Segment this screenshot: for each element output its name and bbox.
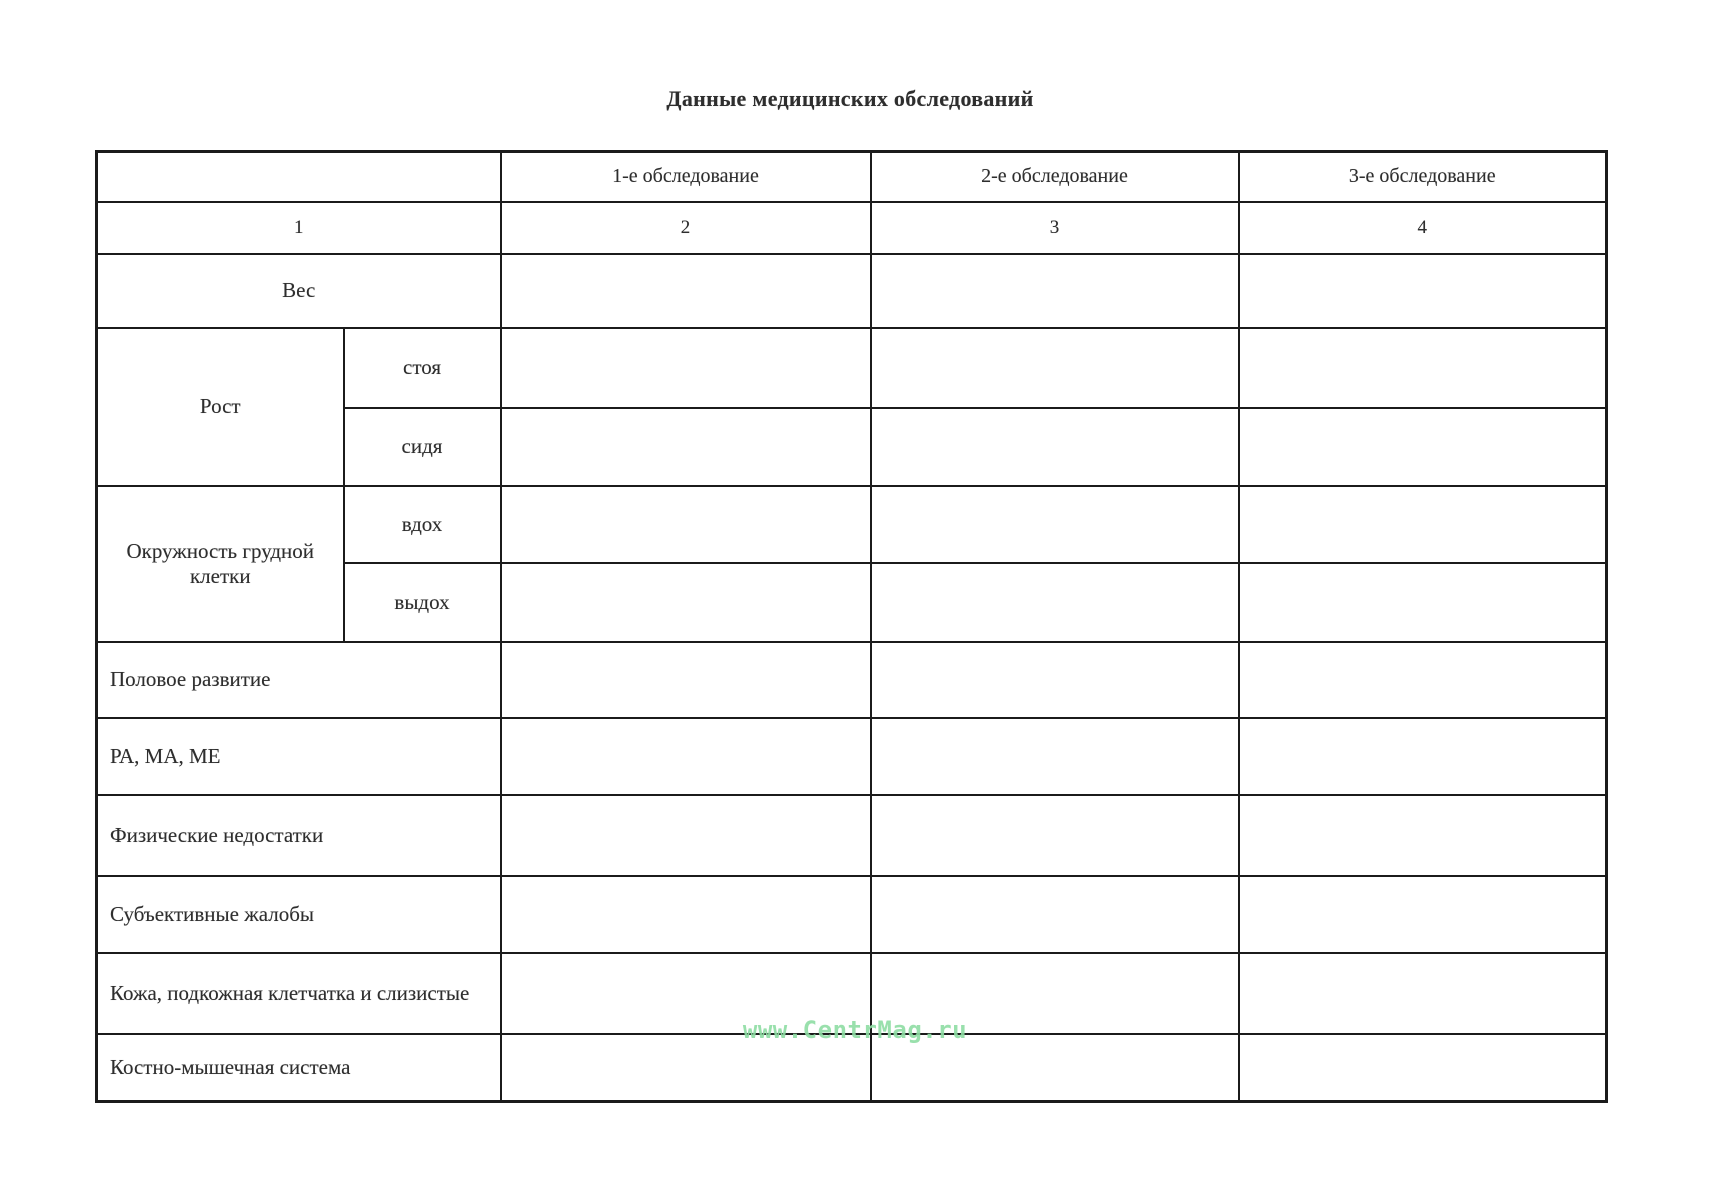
subjective-complaints-label: Субъективные жалобы [97,876,501,953]
musculoskeletal-exam1-cell [501,1034,871,1102]
row-physical-defects [97,795,1607,876]
musculoskeletal-exam2-cell [871,1034,1239,1102]
subjective-complaints-exam2-cell [871,876,1239,953]
exam3-header: 3-е обследование [1239,152,1607,202]
index-cell-2: 2 [501,202,871,254]
chest-inhale-exam3-cell [1239,486,1607,563]
chest-inhale-exam1-cell [501,486,871,563]
height-label: Рост [97,328,344,486]
weight-exam1-cell [501,254,871,328]
chest-circumference-label: Окружность грудной клетки [97,486,344,642]
height-sitting-label: сидя [344,408,501,486]
row-subjective-complaints [97,876,1607,953]
index-cell-1: 1 [97,202,501,254]
subjective-complaints-exam1-cell [501,876,871,953]
physical-defects-label: Физические недостатки [97,795,501,876]
exam2-header: 2-е обследование [871,152,1239,202]
row-sexual-development [97,642,1607,718]
medical-examinations-table [95,150,1608,1103]
height-sitting-exam2-cell [871,408,1239,486]
centrmag-watermark: www.CentrMag.ru [742,1016,968,1044]
column-index-row [97,202,1607,254]
musculoskeletal-exam3-cell [1239,1034,1607,1102]
index-cell-3: 3 [871,202,1239,254]
weight-label: Вес [97,254,501,328]
chest-exhale-exam2-cell [871,563,1239,642]
corner-cell [97,152,501,202]
pa-ma-me-label: РА, МА, МЕ [97,718,501,795]
skin-mucous-exam2-cell [871,953,1239,1034]
exam1-header: 1-е обследование [501,152,871,202]
weight-exam2-cell [871,254,1239,328]
sexual-development-exam3-cell [1239,642,1607,718]
skin-mucous-exam1-cell [501,953,871,1034]
sexual-development-label: Половое развитие [97,642,501,718]
index-cell-4: 4 [1239,202,1607,254]
pa-ma-me-exam1-cell [501,718,871,795]
skin-mucous-label: Кожа, подкожная клетчатка и слизистые [110,980,470,1005]
skin-mucous-cell [97,953,501,1034]
chest-inhale-label: вдох [344,486,501,563]
row-height-standing [97,328,1607,408]
height-standing-exam1-cell [501,328,871,408]
weight-exam3-cell [1239,254,1607,328]
table-header-row [97,152,1607,202]
row-chest-inhale [97,486,1607,563]
pa-ma-me-exam3-cell [1239,718,1607,795]
subjective-complaints-exam3-cell [1239,876,1607,953]
height-standing-exam2-cell [871,328,1239,408]
musculoskeletal-label: Костно-мышечная система [97,1034,501,1102]
sexual-development-exam1-cell [501,642,871,718]
chest-exhale-exam1-cell [501,563,871,642]
chest-exhale-exam3-cell [1239,563,1607,642]
physical-defects-exam1-cell [501,795,871,876]
chest-exhale-label: выдох [344,563,501,642]
physical-defects-exam2-cell [871,795,1239,876]
physical-defects-exam3-cell [1239,795,1607,876]
height-sitting-exam1-cell [501,408,871,486]
skin-mucous-exam3-cell [1239,953,1607,1034]
sexual-development-exam2-cell [871,642,1239,718]
row-pa-ma-me [97,718,1607,795]
row-weight [97,254,1607,328]
height-sitting-exam3-cell [1239,408,1607,486]
chest-inhale-exam2-cell [871,486,1239,563]
row-skin-mucous [97,953,1607,1034]
height-standing-label: стоя [344,328,501,408]
pa-ma-me-exam2-cell [871,718,1239,795]
height-standing-exam3-cell [1239,328,1607,408]
document-title: Данные медицинских обследований [666,86,1034,111]
row-musculoskeletal [97,1034,1607,1102]
